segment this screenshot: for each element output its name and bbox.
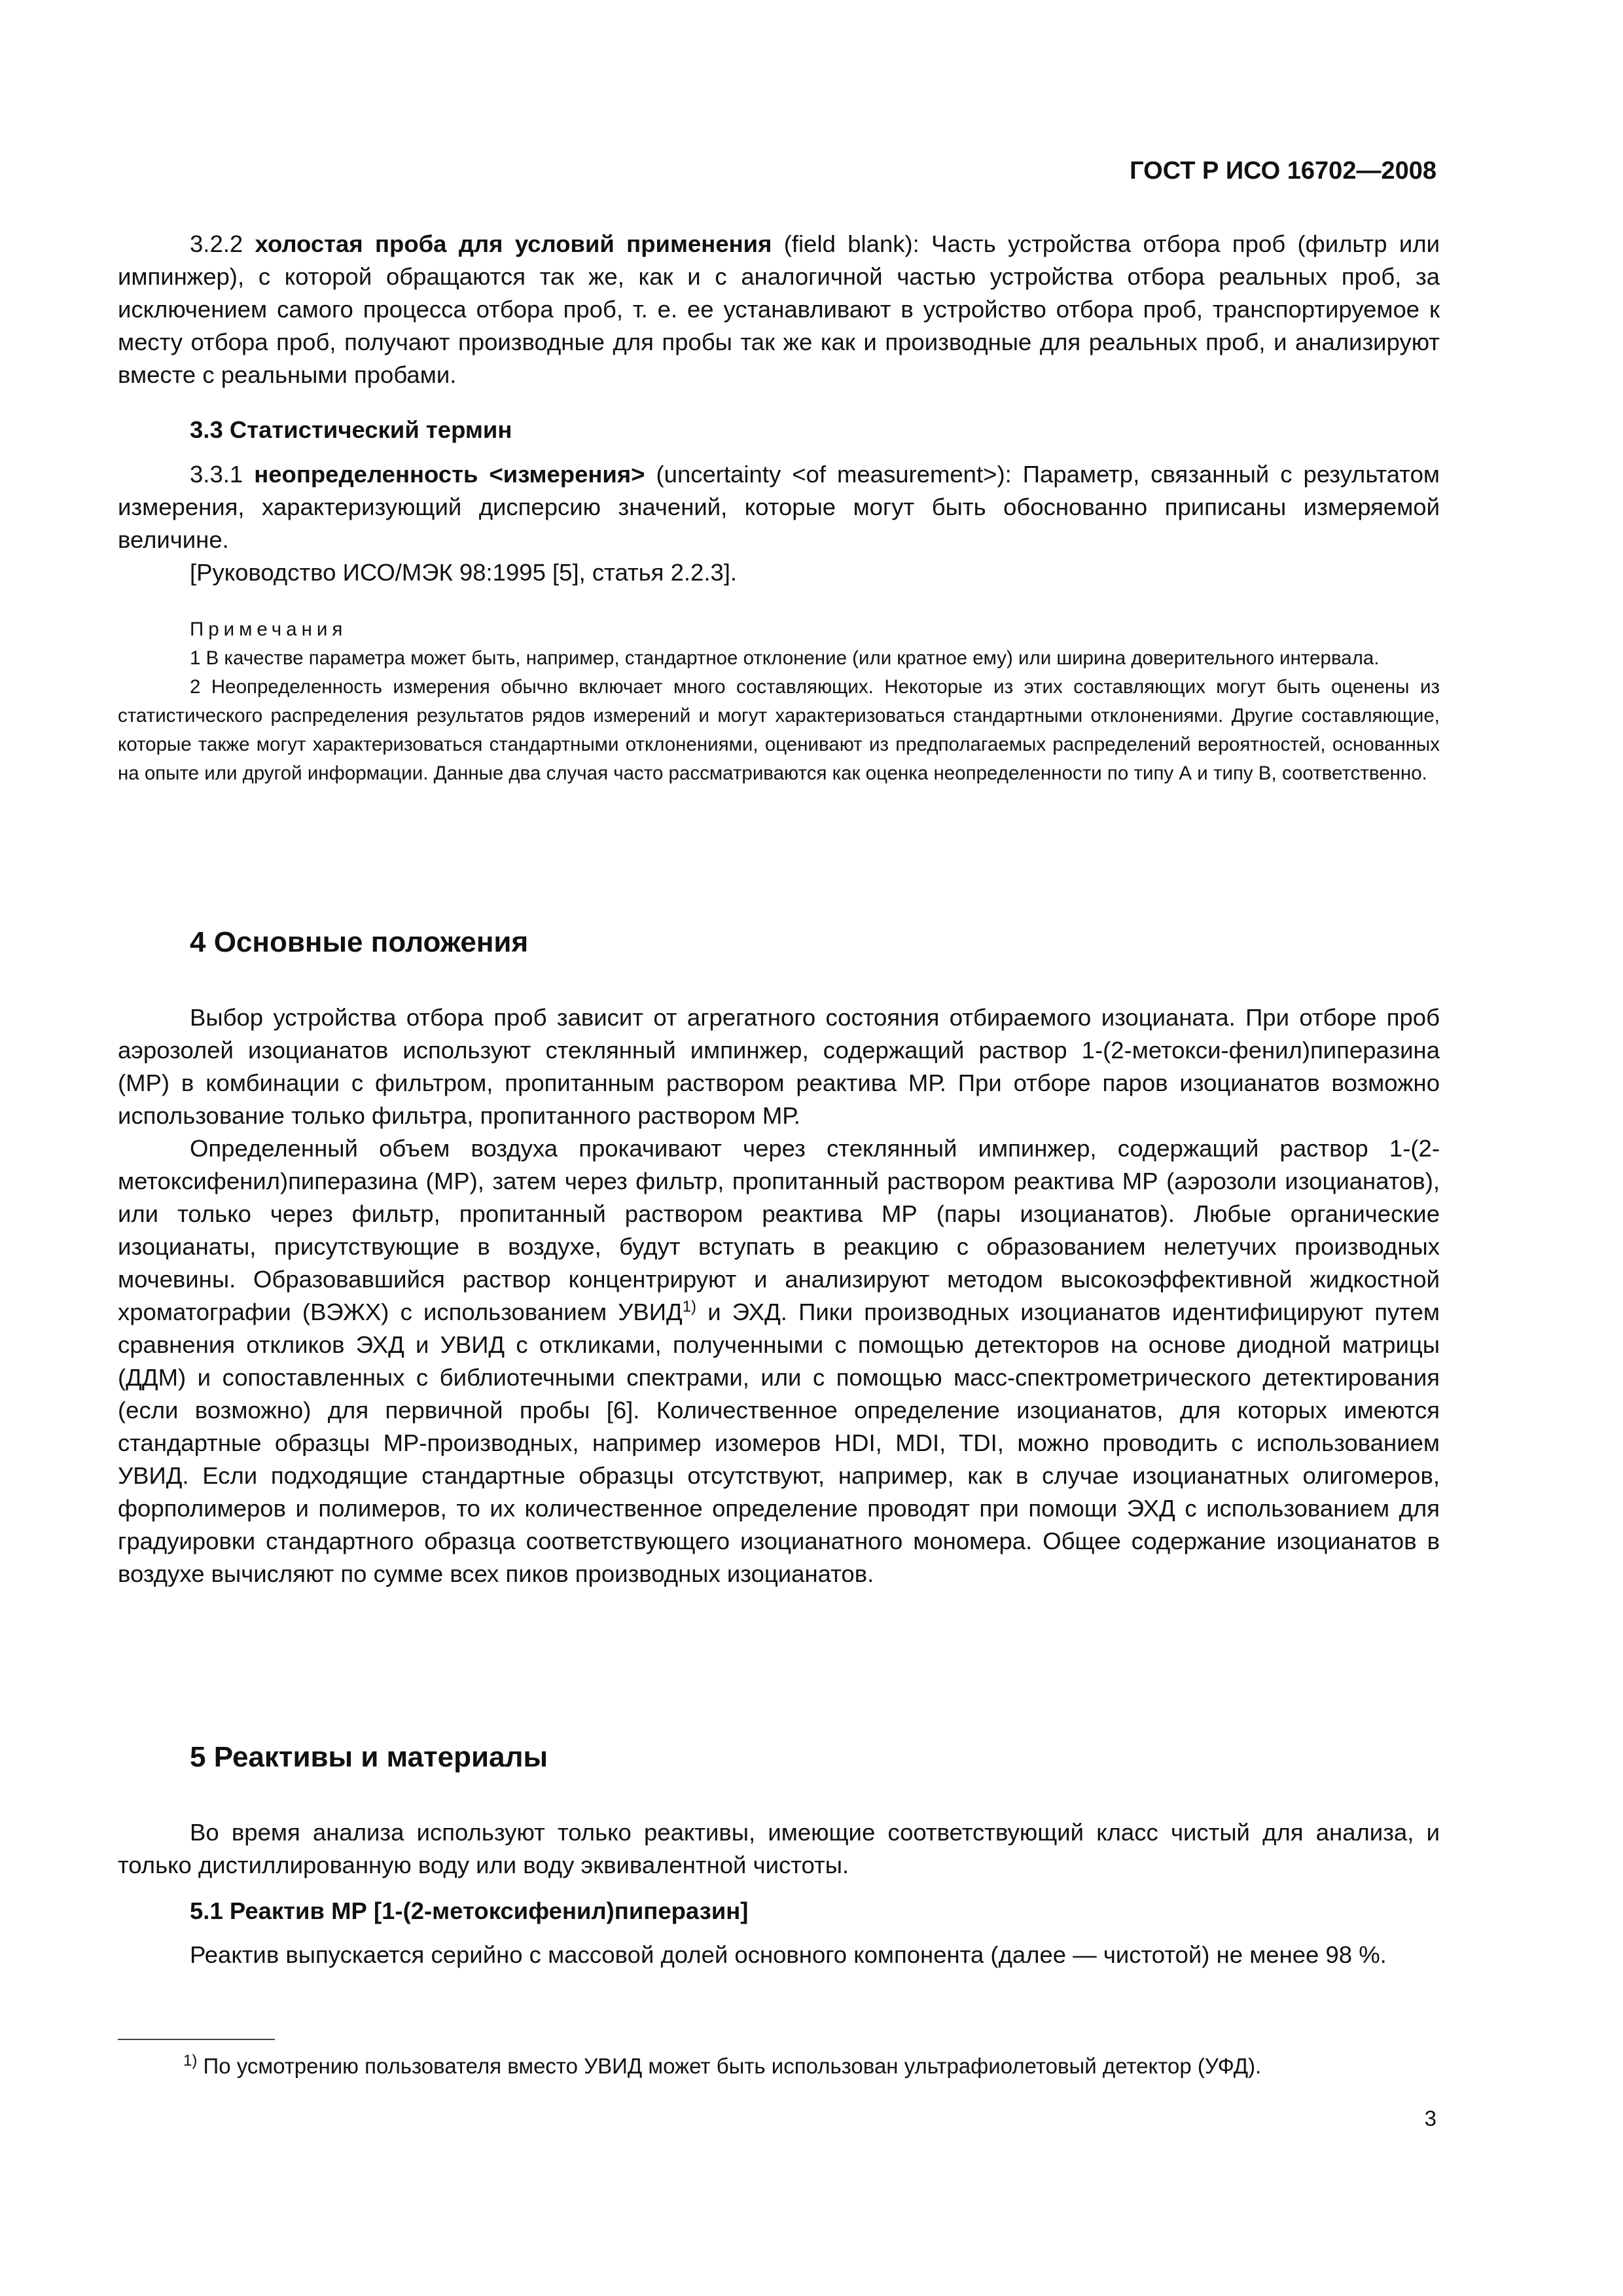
page-number: 3 <box>1424 2106 1436 2130</box>
section-3-3-1 <box>118 458 1440 589</box>
definition-text: (uncertainty <of measurement>): Параметр, связанный с результатом измерения, характеризующий дисперсию значений, которые могут быть обоснованно приписаны измеряемой величине. <box>118 461 1440 553</box>
definition-paragraph <box>118 458 1440 556</box>
section-heading: 5 Реактивы и материалы <box>190 1741 548 1773</box>
paragraph: Выбор устройства отбора проб зависит от агрегатного состояния отбираемого изоцианата. При отборе проб аэрозолей изоцианатов используют стеклянный импинжер, содержащий раствор 1-(2-метокси-фенил)пиперазина (МР) в комбинации с фильтром, пропитанным раствором реактива МР. При отборе паров изоцианатов возможно использование только фильтра, пропитанного раствором МР. <box>118 1004 1440 1129</box>
definition-text: (field blank): Часть устройства отбора проб (фильтр или импинжер), с которой обращаются так же, как и с аналогичной частью устройства отбора реальных проб, за исключением самого процесса отбора проб, т. е. ее устанавливают в устройство отбора проб, транспортируемое к месту отбора проб, получают производные для пробы так же как и производные для реальных проб, и анализируют вместе с реальными пробами. <box>118 230 1440 388</box>
notes-block <box>118 615 1440 788</box>
notes-title: Примечания <box>190 619 348 640</box>
subsection-heading: 3.3 Статистический термин <box>190 416 512 443</box>
reference-line: [Руководство ИСО/МЭК 98:1995 [5], статья 2.2.3]. <box>190 559 738 586</box>
section-5-body <box>118 1816 1440 1882</box>
section-3-3 <box>118 414 1440 446</box>
subsection-heading: 5.1 Реактив МР [1-(2-метоксифенил)пиперазин] <box>190 1897 749 1924</box>
paragraph-text: Определенный объем воздуха прокачивают через стеклянный импинжер, содержащий раствор 1-(2-метоксифенил)пиперазина (МР), затем через фильтр, пропитанный раствором реактива МР (аэрозоли изоцианатов), или только через фильтр, пропитанный раствором реактива МР (пары изоцианатов). Любые органические изоцианаты, присутствующие в воздухе, будут вступать в реакцию с образованием нелетучих производных мочевины. Образовавшийся раствор концентрируют и анализируют методом высокоэффективной жидкостной хроматографии (ВЭЖХ) с использованием УВИД <box>118 1135 1440 1325</box>
section-4 <box>118 923 1440 962</box>
defined-term: холостая проба для условий применения <box>255 230 772 257</box>
section-5 <box>118 1738 1440 1777</box>
footnote-text: По усмотрению пользователя вместо УВИД может быть использован ультрафиолетовый детектор (УФД). <box>197 2054 1262 2078</box>
note-1: 1 В качестве параметра может быть, например, стандартное отклонение (или кратное ему) или ширина доверительного интервала. <box>190 647 1380 669</box>
defined-term: неопределенность <измерения> <box>254 461 645 488</box>
footnote-ref: 1) <box>682 1297 697 1316</box>
paragraph <box>118 1132 1440 1590</box>
definition-paragraph <box>118 228 1440 391</box>
footnote <box>183 2052 1446 2081</box>
section-5-1 <box>118 1895 1440 1928</box>
paragraph-text: и ЭХД. Пики производных изоцианатов идентифицируют путем сравнения откликов ЭХД и УВИД с откликами, полученными с помощью детекторов на основе диодной матрицы (ДДМ) и сопоставленных с библиотечными спектрами, или с помощью масс-спектрометрического детектирования (если возможно) для первичной пробы [6]. Количественное определение изоцианатов, для которых имеются стандартные образцы МР-производных, например изомеров HDI, MDI, TDI, можно проводить с использованием УВИД. Если подходящие стандартные образцы отсутствуют, например, как в случае изоцианатных олигомеров, форполимеров и полимеров, то их количественное определение проводят при помощи ЭХД с использованием для градуировки стандартного образца соответствующего изоцианатного мономера. Общее содержание изоцианатов в воздухе вычисляют по сумме всех пиков производных изоцианатов. <box>118 1299 1440 1587</box>
footnote-divider <box>118 2039 275 2040</box>
section-heading: 4 Основные положения <box>190 926 529 958</box>
clause-number: 3.2.2 <box>190 230 255 257</box>
footnote-marker: 1) <box>183 2052 198 2070</box>
paragraph: Во время анализа используют только реактивы, имеющие соответствующий класс чистый для анализа, и только дистиллированную воду или воду эквивалентной чистоты. <box>118 1819 1440 1878</box>
clause-number: 3.3.1 <box>190 461 255 488</box>
standard-code-header: ГОСТ Р ИСО 16702—2008 <box>1130 157 1436 185</box>
paragraph: Реактив выпускается серийно с массовой долей основного компонента (далее — чистотой) не менее 98 %. <box>190 1941 1387 1968</box>
section-5-1-body <box>118 1939 1440 1971</box>
note-2: 2 Неопределенность измерения обычно включает много составляющих. Некоторые из этих составляющих могут быть оценены из статистического распределения результатов рядов измерений и могут характеризоваться стандартными отклонениями. Другие составляющие, которые также могут характеризоваться стандартными отклонениями, оценивают из предполагаемых распределений вероятностей, основанных на опыте или другой информации. Данные два случая часто рассматриваются как оценка неопределенности по типу А и типу В, соответственно. <box>118 676 1440 784</box>
section-4-body <box>118 1001 1440 1590</box>
section-3-2-2 <box>118 228 1440 391</box>
